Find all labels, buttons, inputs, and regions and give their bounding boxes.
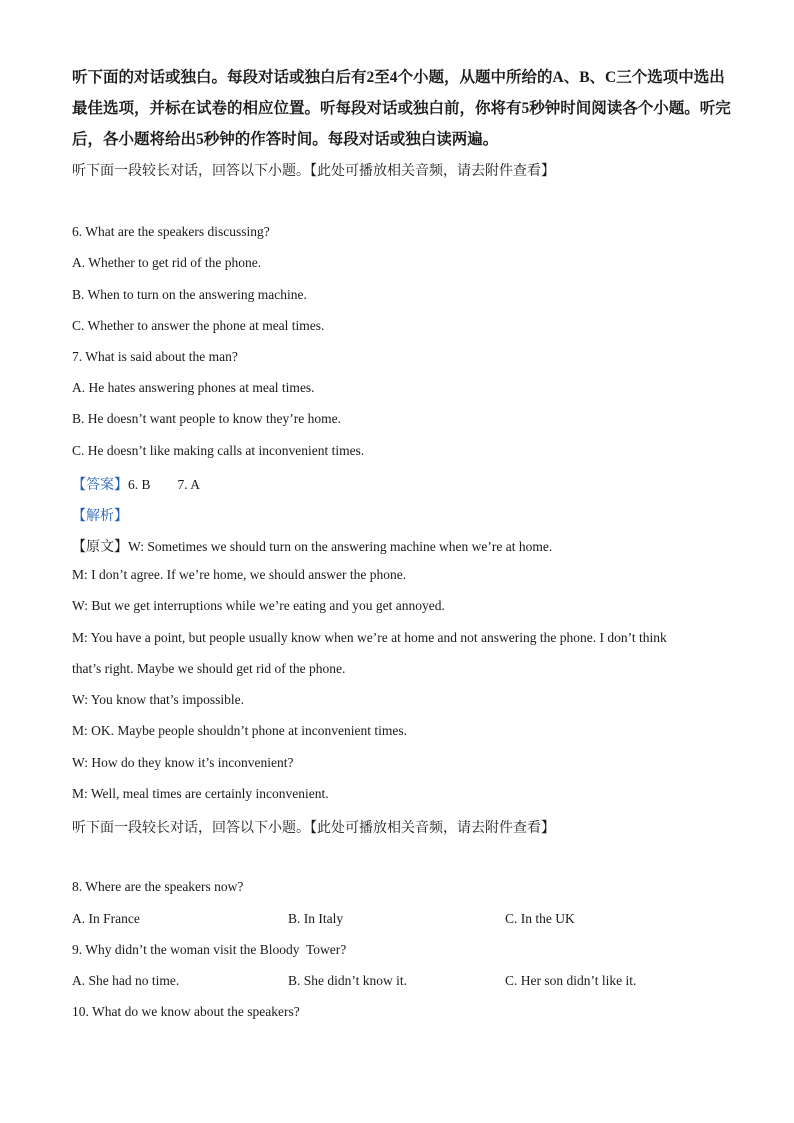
transcript-line: M: You have a point, but people usually know when we’re at home and not answering the phone. I don’t think [72, 630, 667, 645]
analysis-label: 【解析】 [72, 509, 128, 524]
answer-line [72, 474, 200, 494]
q7-option-a: A. He hates answering phones at meal times. [72, 380, 315, 395]
answer-text: 6. B 7. A [128, 477, 201, 492]
q8-option-a: A. In France [72, 911, 140, 926]
transcript-line: W: How do they know it’s inconvenient? [72, 755, 294, 770]
listen-prompt-2: 听下面一段较长对话，回答以下小题。【此处可播放相关音频，请去附件查看】 [72, 821, 555, 836]
transcript-first: W: Sometimes we should turn on the answering machine when we’re at home. [128, 539, 553, 554]
listen-prompt: 听下面一段较长对话，回答以下小题。【此处可播放相关音频，请去附件查看】 [72, 164, 555, 179]
transcript-line: M: OK. Maybe people shouldn’t phone at inconvenient times. [72, 723, 407, 738]
answer-tag: 【答案】 [72, 478, 128, 493]
transcript-line: that’s right. Maybe we should get rid of the phone. [72, 661, 346, 676]
question-8: 8. Where are the speakers now? [72, 879, 244, 894]
q6-option-c: C. Whether to answer the phone at meal times. [72, 318, 325, 333]
section-instructions: 听下面的对话或独白。每段对话或独白后有2至4个小题，从题中所给的A、B、C三个选项中选出最佳选项，并标在试卷的相应位置。听每段对话或独白前，你将有5秒钟时间阅读各个小题。听完后，各小题将给出5秒钟的作答时间。每段对话或独白读两遍。 [72, 69, 731, 148]
question-7: 7. What is said about the man? [72, 349, 238, 364]
transcript-line: M: I don’t agree. If we’re home, we should answer the phone. [72, 567, 407, 582]
q9-option-b: B. She didn’t know it. [288, 973, 408, 988]
question-9: 9. Why didn’t the woman visit the Bloody Tower? [72, 942, 347, 957]
q8-option-b: B. In Italy [288, 911, 344, 926]
q9-option-a: A. She had no time. [72, 973, 180, 988]
transcript-line: W: But we get interruptions while we’re eating and you get annoyed. [72, 598, 445, 613]
q7-option-b: B. He doesn’t want people to know they’re home. [72, 411, 341, 426]
question-10: 10. What do we know about the speakers? [72, 1004, 300, 1019]
q6-option-a: A. Whether to get rid of the phone. [72, 255, 262, 270]
q9-option-c: C. Her son didn’t like it. [505, 973, 637, 988]
q7-option-c: C. He doesn’t like making calls at inconvenient times. [72, 443, 365, 458]
question-6: 6. What are the speakers discussing? [72, 224, 270, 239]
analysis-tag [72, 505, 128, 525]
q8-option-c: C. In the UK [505, 911, 575, 926]
q6-option-b: B. When to turn on the answering machine. [72, 287, 307, 302]
transcript-tag: 【原文】 [72, 540, 128, 555]
transcript-first-line [72, 536, 552, 556]
transcript-line: M: Well, meal times are certainly inconvenient. [72, 786, 329, 801]
transcript-line: W: You know that’s impossible. [72, 692, 245, 707]
